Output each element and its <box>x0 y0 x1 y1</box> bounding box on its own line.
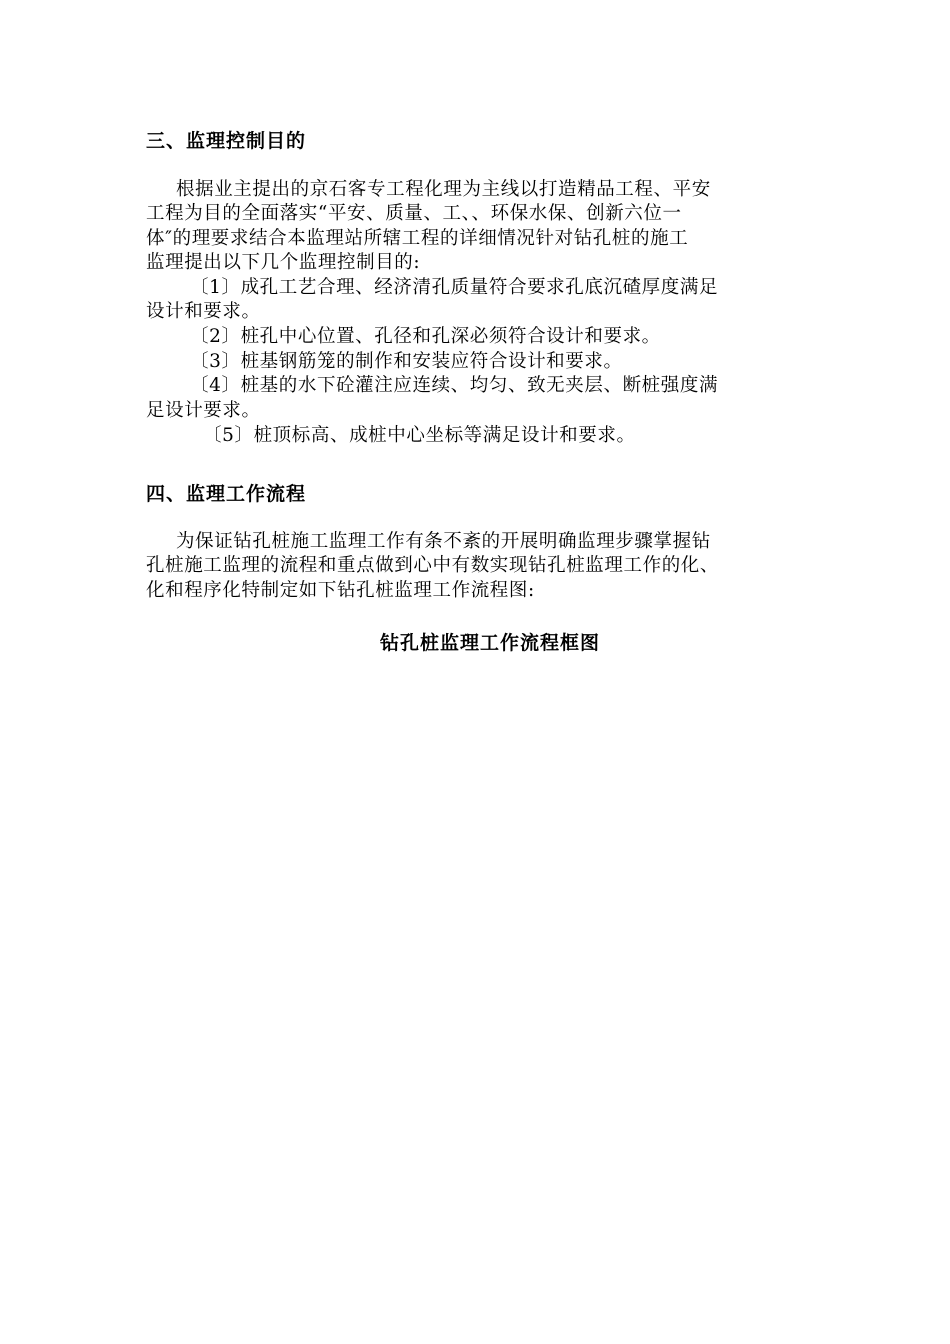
section-3-intro-line: 体″的理要求结合本监理站所辖工程的详细情况针对钻孔桩的施工 <box>146 228 689 249</box>
section-4-intro-line: 孔桩施工监理的流程和重点做到心中有数实现钻孔桩监理工作的化、 <box>146 555 720 576</box>
objective-item-5: 〔5〕桩顶标高、成桩中心坐标等满足设计和要求。 <box>203 425 636 446</box>
section-3-intro-line: 工程为目的全面落实“平安、质量、工、、环保水保、创新六位一 <box>146 203 682 224</box>
objective-item-1: 〔1〕成孔工艺合理、经济清孔质量符合要求孔底沉碴厚度满足 <box>190 277 719 298</box>
section-4-heading: 四、监理工作流程 <box>146 483 307 505</box>
objective-item-2: 〔2〕桩孔中心位置、孔径和孔深必须符合设计和要求。 <box>190 326 661 347</box>
section-3-intro-line: 根据业主提出的京石客专工程化理为主线以打造精品工程、平安 <box>176 179 711 200</box>
section-4-intro-line: 化和程序化特制定如下钻孔桩监理工作流程图: <box>146 580 535 601</box>
objective-item-4: 〔4〕桩基的水下砼灌注应连续、均匀、致无夹层、断桩强度满 <box>190 375 719 396</box>
objective-item-1-continued: 设计和要求。 <box>146 301 261 322</box>
objective-item-3: 〔3〕桩基钢筋笼的制作和安装应符合设计和要求。 <box>190 351 623 372</box>
section-3-intro-line: 监理提出以下几个监理控制目的: <box>146 252 421 273</box>
section-4-intro-line: 为保证钻孔桩施工监理工作有条不紊的开展明确监理步骤掌握钻 <box>176 531 711 552</box>
flowchart-title: 钻孔桩监理工作流程框图 <box>379 632 600 654</box>
section-3-heading: 三、监理控制目的 <box>146 130 307 152</box>
objective-item-4-continued: 足设计要求。 <box>146 400 261 421</box>
